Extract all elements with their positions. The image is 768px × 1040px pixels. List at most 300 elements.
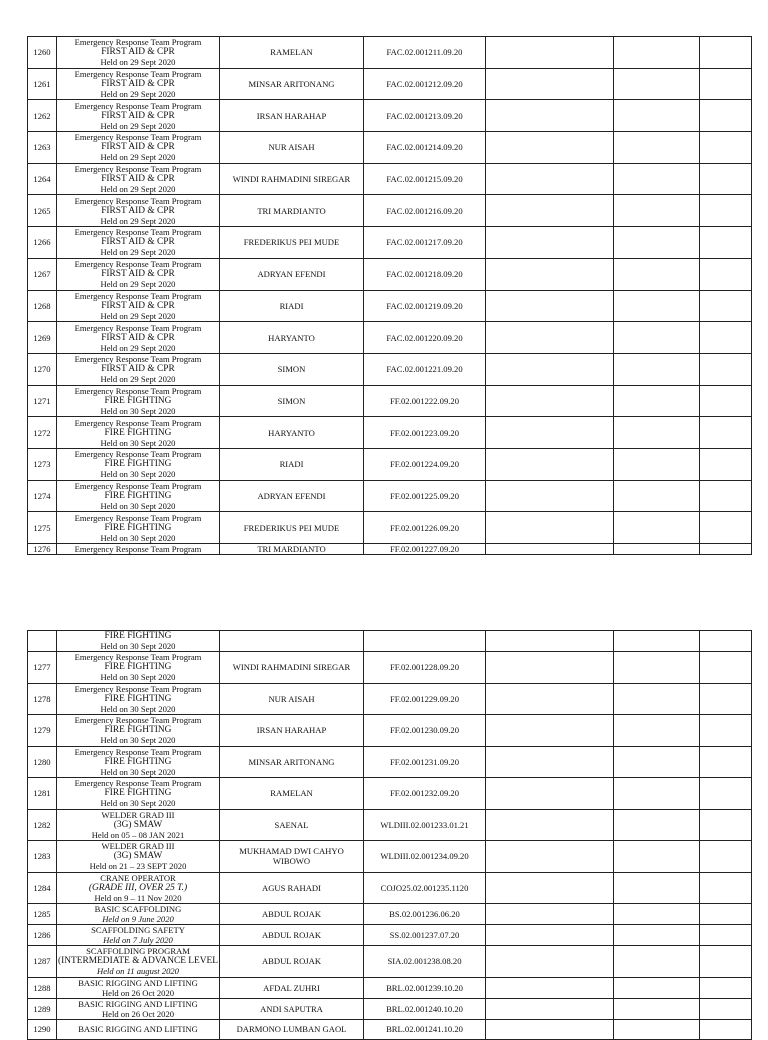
empty-cell (614, 977, 700, 998)
empty-cell (614, 322, 700, 354)
course-line: BASIC RIGGING AND LIFTING (78, 1024, 198, 1034)
table-row (28, 385, 752, 417)
empty-cell (614, 809, 700, 841)
row-number: 1282 (28, 809, 57, 841)
course-line: FIRST AID & CPR (101, 269, 175, 280)
empty-cell (700, 227, 752, 259)
empty-cell (486, 132, 614, 164)
course-line: Held on 29 Sept 2020 (100, 89, 176, 100)
participant-name (220, 715, 364, 747)
empty-cell (614, 448, 700, 480)
course-line: BASIC RIGGING AND LIFTING (78, 998, 198, 1009)
course-line: FIRST AID & CPR (101, 79, 175, 90)
empty-cell (700, 544, 752, 555)
course-cell (57, 872, 220, 904)
table-row (28, 37, 752, 69)
course-line: Emergency Response Team Program (74, 715, 202, 726)
empty-cell (486, 100, 614, 132)
course-line: Held on 30 Sept 2020 (100, 798, 176, 809)
name-line: NUR AISAH (268, 142, 315, 153)
empty-cell (614, 998, 700, 1019)
course-line: Held on 26 Oct 2020 (101, 987, 175, 998)
participant-name (220, 872, 364, 904)
empty-cell (700, 998, 752, 1019)
course-cell (57, 778, 220, 810)
empty-cell (614, 385, 700, 417)
course-cell (57, 195, 220, 227)
course-cell (57, 290, 220, 322)
row-number: 1266 (28, 227, 57, 259)
name-line: ABDUL ROJAK (261, 930, 322, 940)
table-row (28, 100, 752, 132)
course-line: Held on 9 – 11 Nov 2020 (94, 892, 182, 903)
table-row (28, 195, 752, 227)
course-cell (57, 631, 220, 652)
course-line: Emergency Response Team Program (74, 290, 202, 301)
empty-cell (486, 290, 614, 322)
participant-name (220, 841, 364, 873)
participant-name (220, 998, 364, 1019)
empty-cell (614, 925, 700, 946)
name-line: WINDI RAHMADINI SIREGAR (232, 174, 351, 185)
empty-cell (614, 872, 700, 904)
name-line: HARYANTO (268, 332, 315, 343)
empty-cell (486, 258, 614, 290)
course-line: FIRST AID & CPR (101, 174, 175, 185)
course-line: Emergency Response Team Program (74, 132, 202, 143)
table-row (28, 163, 752, 195)
certificate-number: FF.02.001223.09.20 (364, 417, 486, 449)
name-line: ADRYAN EFENDI (257, 269, 326, 280)
certificate-number: WLDIII.02.001234.09.20 (364, 841, 486, 873)
empty-cell (486, 448, 614, 480)
certificate-number: FAC.02.001220.09.20 (364, 322, 486, 354)
course-line: BASIC SCAFFOLDING (94, 904, 182, 914)
certificate-number: FF.02.001226.09.20 (364, 512, 486, 544)
row-number: 1263 (28, 132, 57, 164)
row-number: 1286 (28, 925, 57, 946)
empty-cell (614, 417, 700, 449)
row-number: 1276 (28, 544, 57, 555)
participant-name (220, 132, 364, 164)
participant-name (220, 68, 364, 100)
course-line: Emergency Response Team Program (74, 164, 202, 175)
participant-name (220, 809, 364, 841)
empty-cell (486, 872, 614, 904)
course-line: Held on 7 July 2020 (103, 935, 173, 945)
course-cell (57, 417, 220, 449)
course-line: FIRE FIGHTING (104, 395, 172, 406)
name-line-2: WIBOWO (272, 856, 311, 867)
name-line: RIADI (279, 459, 304, 470)
course-line: Held on 11 august 2020 (97, 966, 179, 977)
course-line: (INTERMEDIATE & ADVANCE LEVEL (58, 956, 218, 967)
course-line: Held on 29 Sept 2020 (100, 310, 176, 321)
course-line: BASIC RIGGING AND LIFTING (78, 977, 198, 988)
row-number: 1260 (28, 37, 57, 69)
course-line: Held on 29 Sept 2020 (100, 279, 176, 290)
empty-cell (486, 778, 614, 810)
table-row (28, 68, 752, 100)
course-line: Held on 30 Sept 2020 (100, 672, 176, 683)
name-line: ABDUL ROJAK (261, 956, 322, 967)
empty-cell (486, 544, 614, 555)
certificate-number: FAC.02.001211.09.20 (364, 37, 486, 69)
name-line: TRI MARDIANTO (257, 205, 326, 216)
course-cell (57, 322, 220, 354)
course-line: FIRST AID & CPR (101, 47, 175, 58)
name-line: SIMON (277, 364, 306, 375)
course-cell (57, 925, 220, 946)
empty-cell (614, 100, 700, 132)
table-row (28, 841, 752, 873)
participant-name (220, 322, 364, 354)
table-row (28, 417, 752, 449)
name-line: WINDI RAHMADINI SIREGAR (232, 662, 351, 673)
participant-name (220, 163, 364, 195)
empty-cell (614, 841, 700, 873)
empty-cell (614, 480, 700, 512)
name-line: MINSAR ARITONANG (248, 756, 335, 767)
table-row (28, 925, 752, 946)
empty-cell (700, 290, 752, 322)
empty-cell (614, 512, 700, 544)
course-line: Held on 30 Sept 2020 (100, 405, 176, 416)
course-line: Held on 30 Sept 2020 (100, 437, 176, 448)
row-number: 1275 (28, 512, 57, 544)
course-line: Held on 30 Sept 2020 (100, 735, 176, 746)
empty-cell (486, 480, 614, 512)
name-line: SAENAL (274, 819, 309, 830)
empty-cell (700, 715, 752, 747)
empty-cell (614, 631, 700, 652)
row-number: 1269 (28, 322, 57, 354)
name-line: IRSAN HARAHAP (256, 725, 327, 736)
table-row (28, 809, 752, 841)
row-number: 1278 (28, 683, 57, 715)
empty-cell (614, 163, 700, 195)
row-number: 1288 (28, 977, 57, 998)
course-line: SCAFFOLDING PROGRAM (86, 946, 190, 957)
course-cell (57, 163, 220, 195)
certificate-number: WLDIII.02.001233.01.21 (364, 809, 486, 841)
name-line: ABDUL ROJAK (261, 909, 322, 919)
row-number: 1262 (28, 100, 57, 132)
empty-cell (486, 977, 614, 998)
empty-cell (614, 258, 700, 290)
name-line: HARYANTO (268, 427, 315, 438)
table-row (28, 631, 752, 652)
row-number: 1274 (28, 480, 57, 512)
empty-cell (614, 227, 700, 259)
course-line: FIRE FIGHTING (104, 693, 172, 704)
empty-cell (700, 683, 752, 715)
certificate-number: FF.02.001228.09.20 (364, 652, 486, 684)
course-line: Emergency Response Team Program (74, 778, 202, 789)
course-line: Held on 30 Sept 2020 (100, 500, 176, 511)
empty-cell (486, 841, 614, 873)
course-cell (57, 715, 220, 747)
participant-name (220, 100, 364, 132)
row-number: 1270 (28, 353, 57, 385)
empty-cell (614, 290, 700, 322)
name-line: SIMON (277, 395, 306, 406)
certificate-number: FF.02.001227.09.20 (364, 544, 486, 555)
course-line: Emergency Response Team Program (74, 746, 202, 757)
course-cell (57, 37, 220, 69)
participant-name (220, 480, 364, 512)
course-line: Held on 30 Sept 2020 (100, 703, 176, 714)
course-line: FIRST AID & CPR (101, 332, 175, 343)
row-number: 1272 (28, 417, 57, 449)
certificate-table-bottom (27, 630, 752, 1040)
certificate-number: FAC.02.001215.09.20 (364, 163, 486, 195)
empty-cell (700, 385, 752, 417)
course-line: FIRE FIGHTING (104, 522, 172, 533)
empty-cell (486, 652, 614, 684)
empty-cell (486, 904, 614, 925)
certificate-number: BRL.02.001241.10.20 (364, 1019, 486, 1039)
table-row (28, 1019, 752, 1039)
name-line: TRI MARDIANTO (257, 544, 326, 554)
certificate-number: BRL.02.001240.10.20 (364, 998, 486, 1019)
participant-name (220, 353, 364, 385)
empty-cell (486, 746, 614, 778)
row-number: 1261 (28, 68, 57, 100)
participant-name (220, 512, 364, 544)
participant-name (220, 683, 364, 715)
participant-name (220, 746, 364, 778)
table-row (28, 290, 752, 322)
empty-cell (614, 544, 700, 555)
course-line: Held on 26 Oct 2020 (101, 1008, 175, 1019)
table-row (28, 872, 752, 904)
course-line: Held on 29 Sept 2020 (100, 120, 176, 131)
participant-name (220, 652, 364, 684)
course-line: Held on 21 – 23 SEPT 2020 (89, 861, 187, 872)
course-cell (57, 746, 220, 778)
course-line: WELDER GRAD III (101, 841, 175, 852)
empty-cell (486, 715, 614, 747)
participant-name (220, 544, 364, 555)
course-line: FIRST AID & CPR (101, 142, 175, 153)
empty-cell (486, 683, 614, 715)
empty-cell (614, 132, 700, 164)
certificate-number: FF.02.001222.09.20 (364, 385, 486, 417)
course-line: Emergency Response Team Program (74, 544, 202, 554)
course-cell (57, 683, 220, 715)
empty-cell (700, 977, 752, 998)
participant-name (220, 258, 364, 290)
name-line: RAMELAN (270, 788, 313, 799)
course-line: Held on 29 Sept 2020 (100, 57, 176, 68)
row-number: 1280 (28, 746, 57, 778)
course-cell (57, 841, 220, 873)
certificate-number: FAC.02.001213.09.20 (364, 100, 486, 132)
empty-cell (700, 100, 752, 132)
empty-cell (700, 353, 752, 385)
empty-cell (700, 746, 752, 778)
course-line: FIRST AID & CPR (101, 205, 175, 216)
table-row (28, 353, 752, 385)
participant-name (220, 417, 364, 449)
empty-cell (700, 841, 752, 873)
empty-cell (614, 195, 700, 227)
empty-cell (700, 872, 752, 904)
empty-cell (614, 715, 700, 747)
row-number: 1268 (28, 290, 57, 322)
name-line: AGUS RAHADI (262, 882, 321, 893)
certificate-number: FAC.02.001221.09.20 (364, 353, 486, 385)
table-row (28, 683, 752, 715)
certificate-number: FF.02.001229.09.20 (364, 683, 486, 715)
participant-name (220, 227, 364, 259)
certificate-number: FAC.02.001216.09.20 (364, 195, 486, 227)
empty-cell (614, 353, 700, 385)
empty-cell (486, 809, 614, 841)
course-line: FIRE FIGHTING (104, 756, 172, 767)
course-line: Emergency Response Team Program (74, 354, 202, 365)
row-number: 1284 (28, 872, 57, 904)
table-row (28, 652, 752, 684)
table-row (28, 322, 752, 354)
course-cell (57, 977, 220, 998)
table-row (28, 946, 752, 978)
certificate-number (364, 631, 486, 652)
certificate-number: FAC.02.001218.09.20 (364, 258, 486, 290)
course-cell (57, 480, 220, 512)
empty-cell (486, 37, 614, 69)
empty-cell (700, 448, 752, 480)
empty-cell (614, 683, 700, 715)
table-row (28, 132, 752, 164)
course-line: Held on 29 Sept 2020 (100, 184, 176, 195)
row-number: 1287 (28, 946, 57, 978)
certificate-number: FAC.02.001212.09.20 (364, 68, 486, 100)
course-line: (3G) SMAW (113, 819, 163, 830)
empty-cell (700, 778, 752, 810)
course-line: FIRE FIGHTING (104, 788, 172, 799)
course-line: Emergency Response Team Program (74, 385, 202, 396)
course-cell (57, 353, 220, 385)
empty-cell (700, 1019, 752, 1039)
table-row (28, 904, 752, 925)
table-row (28, 998, 752, 1019)
course-cell (57, 448, 220, 480)
participant-name (220, 904, 364, 925)
participant-name (220, 631, 364, 652)
course-line: FIRE FIGHTING (104, 631, 172, 641)
table-row (28, 544, 752, 555)
name-line: IRSAN HARAHAP (256, 110, 327, 121)
course-line: (GRADE III, OVER 25 T.) (88, 882, 188, 893)
empty-cell (700, 512, 752, 544)
course-cell (57, 132, 220, 164)
course-line: Held on 29 Sept 2020 (100, 247, 176, 258)
table-row (28, 715, 752, 747)
row-number: 1277 (28, 652, 57, 684)
row-number (28, 631, 57, 652)
course-cell (57, 809, 220, 841)
empty-cell (700, 322, 752, 354)
empty-cell (700, 132, 752, 164)
course-line: FIRST AID & CPR (101, 110, 175, 121)
empty-cell (700, 652, 752, 684)
course-line: FIRST AID & CPR (101, 237, 175, 248)
course-line: Held on 29 Sept 2020 (100, 215, 176, 226)
course-cell (57, 258, 220, 290)
course-cell (57, 227, 220, 259)
course-cell (57, 946, 220, 978)
empty-cell (700, 163, 752, 195)
empty-cell (700, 68, 752, 100)
course-line: WELDER GRAD III (101, 809, 175, 820)
course-line: Held on 30 Sept 2020 (100, 532, 176, 543)
name-line: DARMONO LUMBAN GAOL (236, 1024, 347, 1034)
empty-cell (700, 631, 752, 652)
empty-cell (614, 946, 700, 978)
empty-cell (486, 1019, 614, 1039)
certificate-number: COJO25.02.001235.1120 (364, 872, 486, 904)
course-line: Emergency Response Team Program (74, 449, 202, 460)
course-line: SCAFFOLDING SAFETY (91, 925, 185, 935)
name-line: NUR AISAH (268, 693, 315, 704)
table-row (28, 512, 752, 544)
course-line: Emergency Response Team Program (74, 100, 202, 111)
table-row (28, 977, 752, 998)
row-number: 1265 (28, 195, 57, 227)
empty-cell (486, 322, 614, 354)
row-number: 1281 (28, 778, 57, 810)
name-line: MINSAR ARITONANG (248, 79, 335, 90)
course-line: Held on 29 Sept 2020 (100, 152, 176, 163)
course-line: FIRE FIGHTING (104, 427, 172, 438)
course-line: Held on 29 Sept 2020 (100, 342, 176, 353)
course-cell (57, 1019, 220, 1039)
empty-cell (486, 946, 614, 978)
name-line: RIADI (279, 300, 304, 311)
row-number: 1279 (28, 715, 57, 747)
course-line: FIRST AID & CPR (101, 364, 175, 375)
course-cell (57, 512, 220, 544)
participant-name (220, 977, 364, 998)
course-cell (57, 544, 220, 555)
name-line: RAMELAN (270, 47, 313, 58)
empty-cell (486, 353, 614, 385)
empty-cell (614, 652, 700, 684)
empty-cell (700, 417, 752, 449)
empty-cell (700, 809, 752, 841)
course-line: Emergency Response Team Program (74, 512, 202, 523)
course-line: FIRE FIGHTING (104, 459, 172, 470)
certificate-number: FAC.02.001219.09.20 (364, 290, 486, 322)
empty-cell (486, 227, 614, 259)
name-line: FREDERIKUS PEI MUDE (243, 237, 340, 248)
name-line: FREDERIKUS PEI MUDE (243, 522, 340, 533)
course-line: Held on 29 Sept 2020 (100, 374, 176, 385)
empty-cell (700, 195, 752, 227)
empty-cell (614, 904, 700, 925)
table-row (28, 746, 752, 778)
name-line: ANDI SAPUTRA (260, 1003, 323, 1014)
name-line: AFDAL ZUHRI (263, 982, 320, 993)
participant-name (220, 448, 364, 480)
course-line: Emergency Response Team Program (74, 227, 202, 238)
course-line: Emergency Response Team Program (74, 480, 202, 491)
empty-cell (486, 998, 614, 1019)
row-number: 1267 (28, 258, 57, 290)
row-number: 1289 (28, 998, 57, 1019)
